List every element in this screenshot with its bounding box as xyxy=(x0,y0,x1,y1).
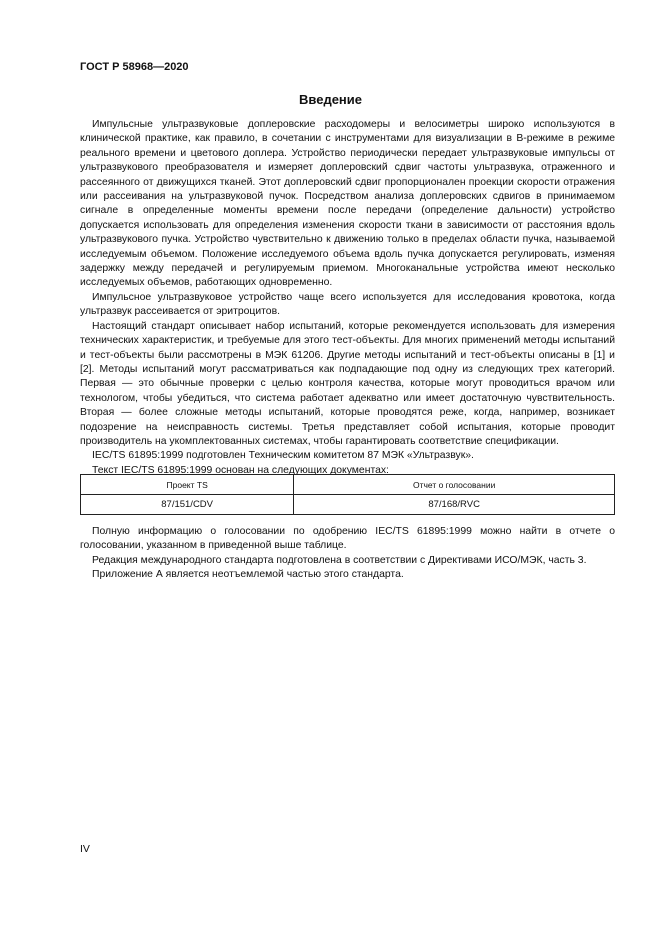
after-table-body xyxy=(80,525,615,583)
page-number: IV xyxy=(80,843,90,855)
voting-table xyxy=(80,474,615,515)
section-title: Введение xyxy=(299,92,362,107)
paragraph-based-on: Текст IEC/TS 61895:1999 основан на следующих документах: xyxy=(92,464,389,476)
intro-body xyxy=(80,118,615,478)
document-header: ГОСТ Р 58968—2020 xyxy=(80,61,189,73)
paragraph-doppler-devices: Импульсные ультразвуковые доплеровские расходомеры и велосиметры широко используются в клинической практике, как правило, в сочетании с инструментами для визуализации в В-режиме в режиме реального времени и цветового доплера. Устройство периодически передает ультразвуковые импульсы от ультразвукового преобразователя и измеряет доплеровский сдвиг частоты ультразвука, отраженного и рассеянного от движущихся тканей. Этот доплеровский сдвиг пропорционален проекции скорости отражения или рассеивания на ультразвуковой пучок. Посредством анализа доплеровских сдвигов в принимаемом сигнале в определенные моменты времени после передачи (определение дальности) устройство допускается использовать для определения изменения скорости ткани в зависимости от расстояния вдоль ультразвукового пучка. Устройство чувствительно к движению только в пределах области пучка, называемой исследуемым объемом. Положение исследуемого объема вдоль пучка допускается регулировать, изменяя задержку между передачей и регулируемым приемом. Многоканальные устройства имеют несколько исследуемых объемов, работающих одновременно. xyxy=(80,119,615,289)
table-cell-voting-report: 87/168/RVC xyxy=(294,495,615,515)
table-header-row xyxy=(81,475,615,495)
paragraph-voting-info: Полную информацию о голосовании по одобрению IEC/TS 61895:1999 можно найти в отчете о голосовании, указанном в приведенной выше таблице. xyxy=(80,526,615,552)
paragraph-directives: Редакция международного стандарта подготовлена в соответствии с Директивами ИСО/МЭК, часть 3. xyxy=(92,554,587,566)
paragraph-blood-flow: Импульсное ультразвуковое устройство чаще всего используется для исследования кровотока, когда ультразвук рассеивается от эритроцитов. xyxy=(80,291,615,318)
paragraph-annex: Приложение А является неотъемлемой частью этого стандарта. xyxy=(92,569,404,581)
paragraph-committee: IEC/TS 61895:1999 подготовлен Техническим комитетом 87 МЭК «Ультразвук». xyxy=(92,450,474,462)
table-row xyxy=(81,495,615,515)
table-header-draft: Проект TS xyxy=(81,475,294,495)
table-cell-draft: 87/151/CDV xyxy=(81,495,294,515)
table-header-voting-report: Отчет о голосовании xyxy=(294,475,615,495)
paragraph-test-methods: Настоящий стандарт описывает набор испытаний, которые рекомендуется использовать для измерения технических характеристик, и требуемые для этого тест-объекты. Для многих применений методы испытаний и тест-объекты были рассмотрены в МЭК 61206. Другие методы испытаний и тест-объекты описаны в [1] и [2]. Методы испытаний могут рассматриваться как подпадающие под одну из следующих трех категорий. Первая — это обычные проверки с целью контроля качества, которые могут проводиться врачом или технологом, чтобы убедиться, что система работает адекватно или имеет достаточную чувствительность. Вторая — более сложные методы испытаний, которые проводятся реже, когда, например, возникает подозрение на неисправность системы. Третья представляет собой испытания, которые проводит производитель на укомплектованных системах, чтобы гарантировать соответствие спецификации. xyxy=(80,320,615,447)
